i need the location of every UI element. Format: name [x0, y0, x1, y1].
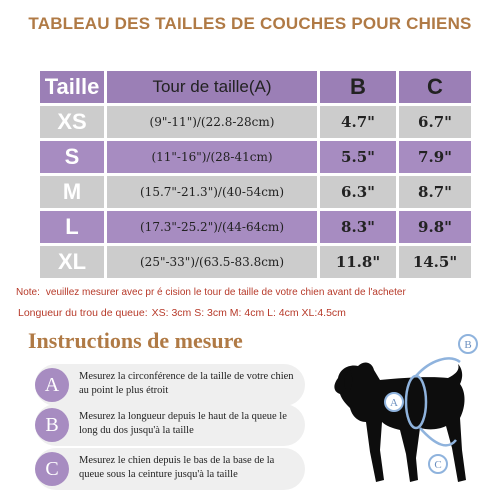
table-row	[40, 246, 471, 278]
header-b: B	[320, 71, 396, 103]
tail-hole-values: XS: 3cm S: 3cm M: 4cm L: 4cm XL:4.5cm	[151, 307, 346, 319]
waist-cell: (25"-33")/(63.5-83.8cm)	[107, 246, 317, 278]
table-row	[40, 106, 471, 138]
waist-cell: (17.3"-25.2")/(44-64cm)	[107, 211, 317, 243]
instruction-a	[35, 364, 305, 406]
waist-cell: (15.7"-21.3")/(40-54cm)	[107, 176, 317, 208]
tail-hole-label: Longueur du trou de queue:	[18, 307, 148, 319]
letter-c-badge: C	[35, 452, 69, 486]
table-row	[40, 176, 471, 208]
header-waist: Tour de taille(A)	[107, 71, 317, 103]
table-row	[40, 211, 471, 243]
size-table	[37, 68, 474, 281]
c-cell: 6.7"	[399, 106, 471, 138]
b-cell: 4.7"	[320, 106, 396, 138]
marker-b-label: B	[464, 339, 472, 351]
size-cell: L	[40, 211, 104, 243]
note-text: veuillez mesurer avec pr é cision le tour de taille de votre chien avant de l'acheter	[45, 287, 406, 298]
instruction-a-text: Mesurez la circonférence de la taille de votre chien au point le plus étroit	[79, 371, 294, 396]
b-cell: 11.8"	[320, 246, 396, 278]
back-measure-line	[416, 358, 460, 376]
instruction-b	[35, 404, 305, 446]
table-row	[40, 141, 471, 173]
letter-b-badge: B	[35, 408, 69, 442]
letter-a-badge: A	[35, 368, 69, 402]
waist-cell: (9"-11")/(22.8-28cm)	[107, 106, 317, 138]
tail-hole-length	[18, 307, 498, 319]
size-cell: XL	[40, 246, 104, 278]
instructions-title: Instructions de mesure	[28, 328, 243, 353]
note-label: Note:	[16, 287, 40, 298]
c-cell: 7.9"	[399, 141, 471, 173]
instruction-c	[35, 448, 305, 490]
waist-cell: (11"-16")/(28-41cm)	[107, 141, 317, 173]
chart-title: TABLEAU DES TAILLES DE COUCHES POUR CHIENS	[28, 14, 472, 33]
marker-a-label: A	[390, 397, 398, 409]
table-header-row	[40, 71, 471, 103]
instruction-c-text: Mesurez le chien depuis le bas de la base de la queue sous la ceinture jusqu'à la taille	[79, 455, 275, 480]
header-size: Taille	[40, 71, 104, 103]
header-c: C	[399, 71, 471, 103]
c-cell: 14.5"	[399, 246, 471, 278]
c-cell: 9.8"	[399, 211, 471, 243]
size-cell: M	[40, 176, 104, 208]
b-cell: 6.3"	[320, 176, 396, 208]
measure-note	[16, 287, 496, 298]
b-cell: 8.3"	[320, 211, 396, 243]
instruction-b-text: Mesurez la longueur depuis le haut de la queue le long du dos jusqu'à la taille	[79, 411, 287, 436]
size-cell: XS	[40, 106, 104, 138]
marker-c-label: C	[434, 459, 442, 471]
size-cell: S	[40, 141, 104, 173]
b-cell: 5.5"	[320, 141, 396, 173]
dog-illustration	[320, 330, 495, 500]
c-cell: 8.7"	[399, 176, 471, 208]
